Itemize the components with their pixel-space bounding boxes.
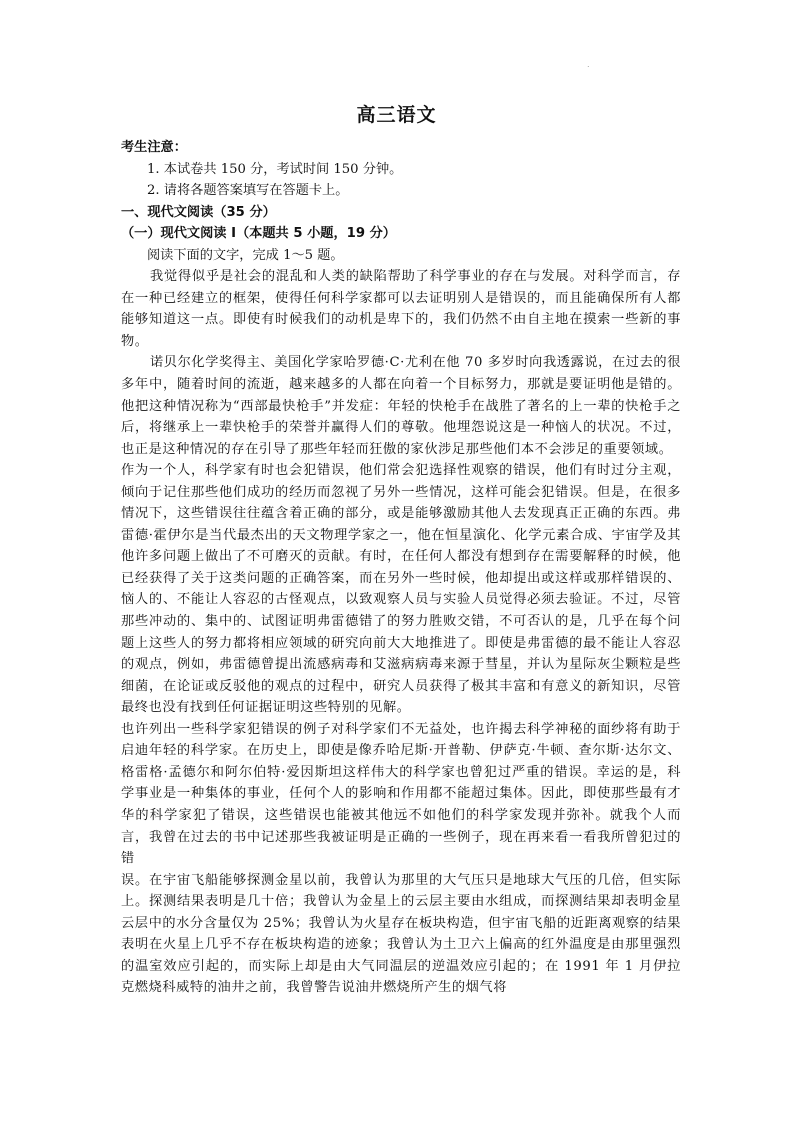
- reading-instruction: 阅读下面的文字，完成 1～5 题。: [147, 247, 344, 263]
- page-title: 高三语文: [356, 104, 437, 126]
- section-subtitle: （一）现代文阅读 I（本题共 5 小题，19 分）: [121, 226, 396, 242]
- passage-paragraph-5: 误。在宇宙飞船能够探测金星以前，我曾认为那里的大气压只是地球大气压的几倍，但实际上。探测结果表明是几十倍；我曾认为金星上的云层主要由水组成，而探测结果却表明金星云层中的水分含量仅为 25%；我曾认为火星存在板块构造，但宇宙飞船的近距离观察的结果表明在火星上几乎不存在板块构造的迹象；我曾认为土卫六上偏高的红外温度是由那里强烈的温室效应引起的，而实际上却是由大气同温层的逆温效应引起的；在 1991 年 1 月伊拉克燃烧科威特的油井之前，我曾警告说油井燃烧所产生的烟气将: [121, 872, 681, 996]
- passage-paragraph-2: 诺贝尔化学奖得主、美国化学家哈罗德·C·尤利在他 70 多岁时向我透露说，在过去的很多年中，随着时间的流逝，越来越多的人都在向着一个目标努力，那就是要证明他是错的。他把这种情况称为“西部最快枪手”并发症：年轻的快枪手在战胜了著名的上一辈的快枪手之后，将继承上一辈快枪手的荣誉并赢得人们的尊敬。他埋怨说这是一种恼人的状况。不过，也正是这种情况的存在引导了那些年轻而狂傲的家伙涉足那些他们本不会涉足的重要领域。: [121, 355, 681, 457]
- page-dot-mark: .: [587, 60, 590, 69]
- passage-paragraph-4: 也许列出一些科学家犯错误的例子对科学家们不无益处，也许揭去科学神秘的面纱将有助于启迪年轻的科学家。在历史上，即使是像乔哈尼斯·开普勒、伊萨克·牛顿、查尔斯·达尔文、格雷格·孟德尔和阿尔伯特·爱因斯坦这样伟大的科学家也曾犯过严重的错误。幸运的是，科学事业是一种集体的事业，任何个人的影响和作用都不能超过集体。因此，即使那些最有才华的科学家犯了错误，这些错误也能被其他远不如他们的科学家发现并弥补。就我个人而言，我曾在过去的书中记述那些我被证明是正确的一些例子，现在再来看一看我所曾犯过的错: [121, 721, 681, 867]
- notice-item-2: 2. 请将各题答案填写在答题卡上。: [147, 183, 349, 199]
- page-content: [121, 137, 681, 999]
- notice-heading: 考生注意：: [121, 140, 187, 155]
- notice-item-1: 1. 本试卷共 150 分，考试时间 150 分钟。: [147, 161, 403, 177]
- section-title: 一、现代文阅读（35 分）: [121, 204, 276, 220]
- passage-paragraph-1: 我觉得似乎是社会的混乱和人类的缺陷帮助了科学事业的存在与发展。对科学而言，存在一种已经建立的框架，使得任何科学家都可以去证明别人是错误的，而且能确保所有人都能够知道这一点。即使有时候我们的动机是卑下的，我们仍然不由自主地在摸索一些新的事物。: [121, 269, 681, 349]
- passage-paragraph-3: 作为一个人，科学家有时也会犯错误，他们常会犯选择性观察的错误，他们有时过分主观，倾向于记住那些他们成功的经历而忽视了另外一些情况，这样可能会犯错误。但是，在很多情况下，这些错误往往蕴含着正确的部分，或是能够激励其他人去发现真正正确的东西。弗雷德·霍伊尔是当代最杰出的天文物理学家之一，他在恒星演化、化学元素合成、宇宙学及其他许多问题上做出了不可磨灭的贡献。有时，在任何人都没有想到存在需要解释的时候，他已经获得了关于这类问题的正确答案，而在另外一些时候，他却提出或这样或那样错误的、恼人的、不能让人容忍的古怪观点，以致观察人员与实验人员觉得必须去验证。不过，尽管那些冲动的、集中的、试图证明弗雷德错了的努力胜败交错，不可否认的是，几乎在每个问题上这些人的努力都将相应领域的研究向前大大地推进了。即使是弗雷德的最不能让人容忍的观点，例如，弗雷德曾提出流感病毒和艾滋病病毒来源于彗星，并认为星际灰尘颗粒是些细菌，在论证或反驳他的观点的过程中，研究人员获得了极其丰富和有意义的新知识，尽管最终也没有找到任何证据证明这些特别的见解。: [121, 463, 681, 716]
